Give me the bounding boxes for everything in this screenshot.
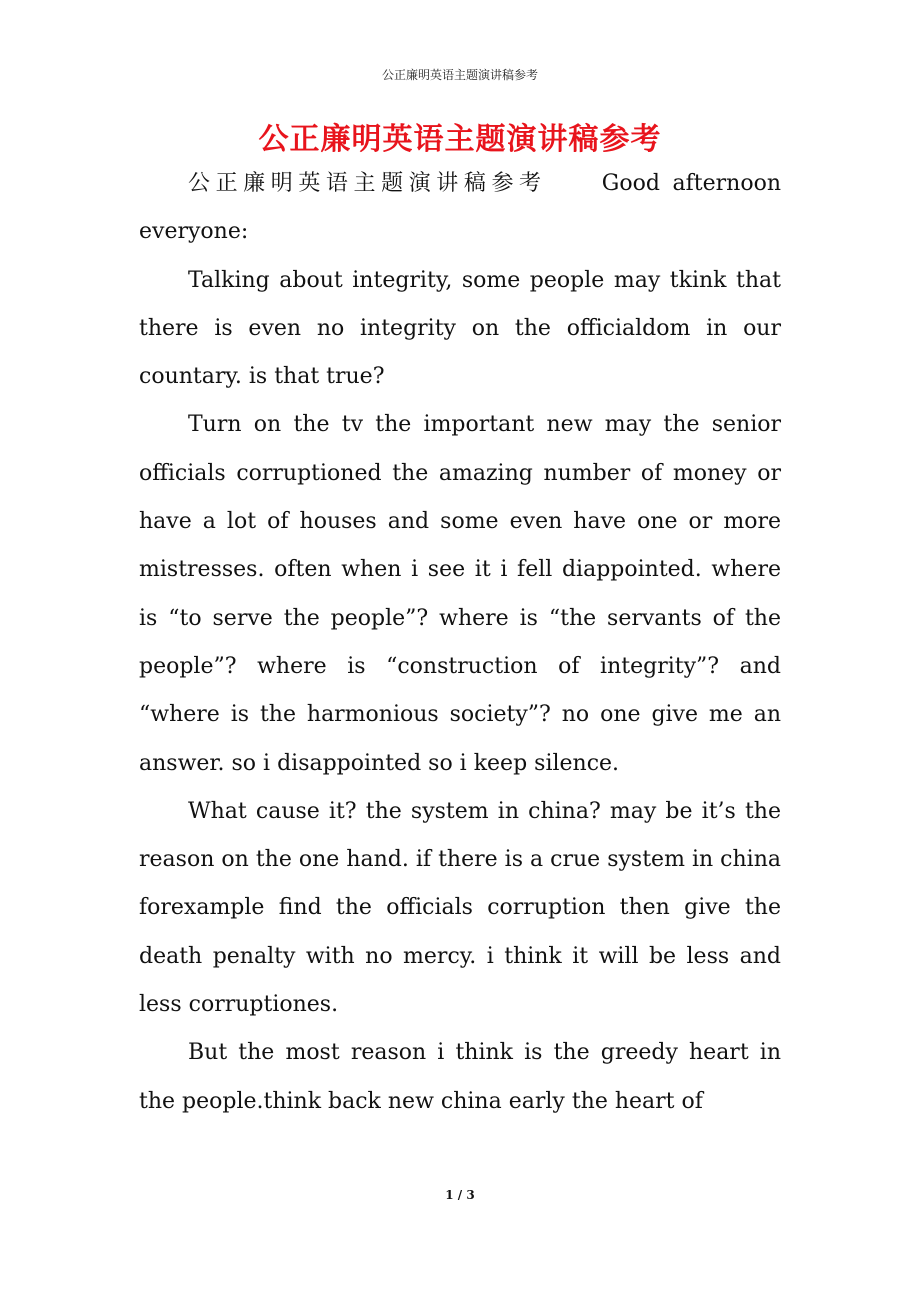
document-body [139,160,781,1126]
paragraph-cause: What cause it? the system in china? may be it’s the reason on the one hand. if there is a crue system in china forexample find the officials corruption then give the death penalty with no mercy. i think it will be less and less corruptiones. [139,798,781,1018]
paragraph-greedy-heart: But the most reason i think is the greedy heart in the people.think back new china early the heart of [139,1040,781,1114]
paragraph-tv-news: Turn on the tv the important new may the senior officials corruptioned the amazing number of money or have a lot of houses and some even have one or more mistresses. often when i see it i fell diappointed. where is “to serve the people”? where is “the servants of the people”? where is “construction of integrity”? and “where is the harmonious society”? no one give me an answer. so i disappointed so i keep silence. [139,412,781,776]
paragraph-integrity: Talking about integrity, some people may tkink that there is even no integrity on the officialdom in our countary. is that true? [139,267,781,390]
page-number: 1 / 3 [445,1188,475,1202]
paragraph-greeting: 公正廉明英语主题演讲稿参考 Good afternoon everyone: [139,171,781,245]
running-header: 公正廉明英语主题演讲稿参考 [381,68,538,82]
document-title: 公正廉明英语主题演讲稿参考 [258,122,662,157]
